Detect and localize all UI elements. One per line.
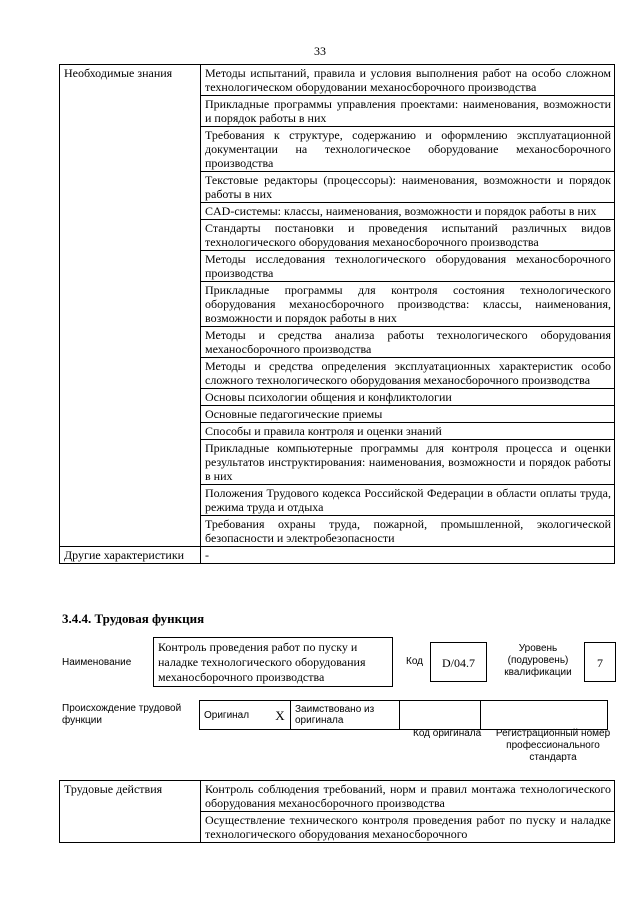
knowledge-item: Методы и средства анализа работы технологического оборудования механосборочного производства [201,327,615,358]
section-heading: 3.4.4. Трудовая функция [62,611,205,626]
origin-label: Происхождение трудовой функции [62,703,182,726]
knowledge-item: Прикладные компьютерные программы для контроля процесса и оценки результатов инструктирования: наименования, возможности и порядок работы в них [201,440,615,485]
reg-number-label: Регистрационный номер профессионального стандарта [495,728,611,763]
page-number: 33 [314,44,326,58]
action-item: Контроль соблюдения требований, норм и правил монтажа технологического оборудования механосборочного производства [201,781,615,812]
other-value: - [201,547,615,564]
knowledge-item: Положения Трудового кодекса Российской Федерации в области оплаты труда, режима труда и отдыха [201,485,615,516]
code-label: Код [406,656,424,667]
actions-label: Трудовые действия [60,781,201,843]
original-mark: X [270,701,291,730]
knowledge-item: Требования охраны труда, пожарной, промышленной, экологической безопасности и электробезопасности [201,516,615,547]
knowledge-item: Стандарты постановки и проведения испытаний различных видов технологического оборудования механосборочного производства [201,220,615,251]
knowledge-item: Основы психологии общения и конфликтологии [201,389,615,406]
original-label: Оригинал [200,701,271,730]
borrowed-label: Заимствовано из оригинала [291,701,400,730]
code-original-label: Код оригинала [413,728,482,739]
knowledge-item: Методы исследования технологического оборудования механосборочного производства [201,251,615,282]
knowledge-item: Методы испытаний, правила и условия выполнения работ на особо сложном технологическом оборудовании механосборочного производства [201,65,615,96]
origin-table [199,700,608,730]
name-label: Наименование [62,657,132,668]
action-item: Осуществление технического контроля проведения работ по пуску и наладке технологического оборудования механосборочного [201,812,615,843]
knowledge-item: CAD-системы: классы, наименования, возможности и порядок работы в них [201,203,615,220]
table-row [200,701,608,730]
table-row [60,781,615,812]
knowledge-table [59,64,615,564]
function-name-box: Контроль проведения работ по пуску и наладке технологического оборудования механосборочного производства [153,637,393,687]
actions-table [59,780,615,843]
knowledge-item: Основные педагогические приемы [201,406,615,423]
reg-number-cell [481,701,608,730]
knowledge-item: Требования к структуре, содержанию и оформлению эксплуатационной документации на технологическое оборудование механосборочного производства [201,127,615,172]
knowledge-label: Необходимые знания [60,65,201,547]
knowledge-item: Прикладные программы управления проектами: наименования, возможности и порядок работы в них [201,96,615,127]
table-row [60,547,615,564]
table-row [60,65,615,96]
level-label: Уровень (подуровень) квалификации [504,643,572,678]
other-label: Другие характеристики [60,547,201,564]
knowledge-item: Методы и средства определения эксплуатационных характеристик особо сложного технологического оборудования механосборочного производства [201,358,615,389]
knowledge-item: Способы и правила контроля и оценки знаний [201,423,615,440]
knowledge-item: Текстовые редакторы (процессоры): наименования, возможности и порядок работы в них [201,172,615,203]
function-code-box: D/04.7 [430,642,487,682]
code-original-cell [400,701,481,730]
knowledge-item: Прикладные программы для контроля состояния технологического оборудования механосборочного производства: классы, наименования, возможности и порядок работы в них [201,282,615,327]
function-level-box: 7 [584,642,616,682]
